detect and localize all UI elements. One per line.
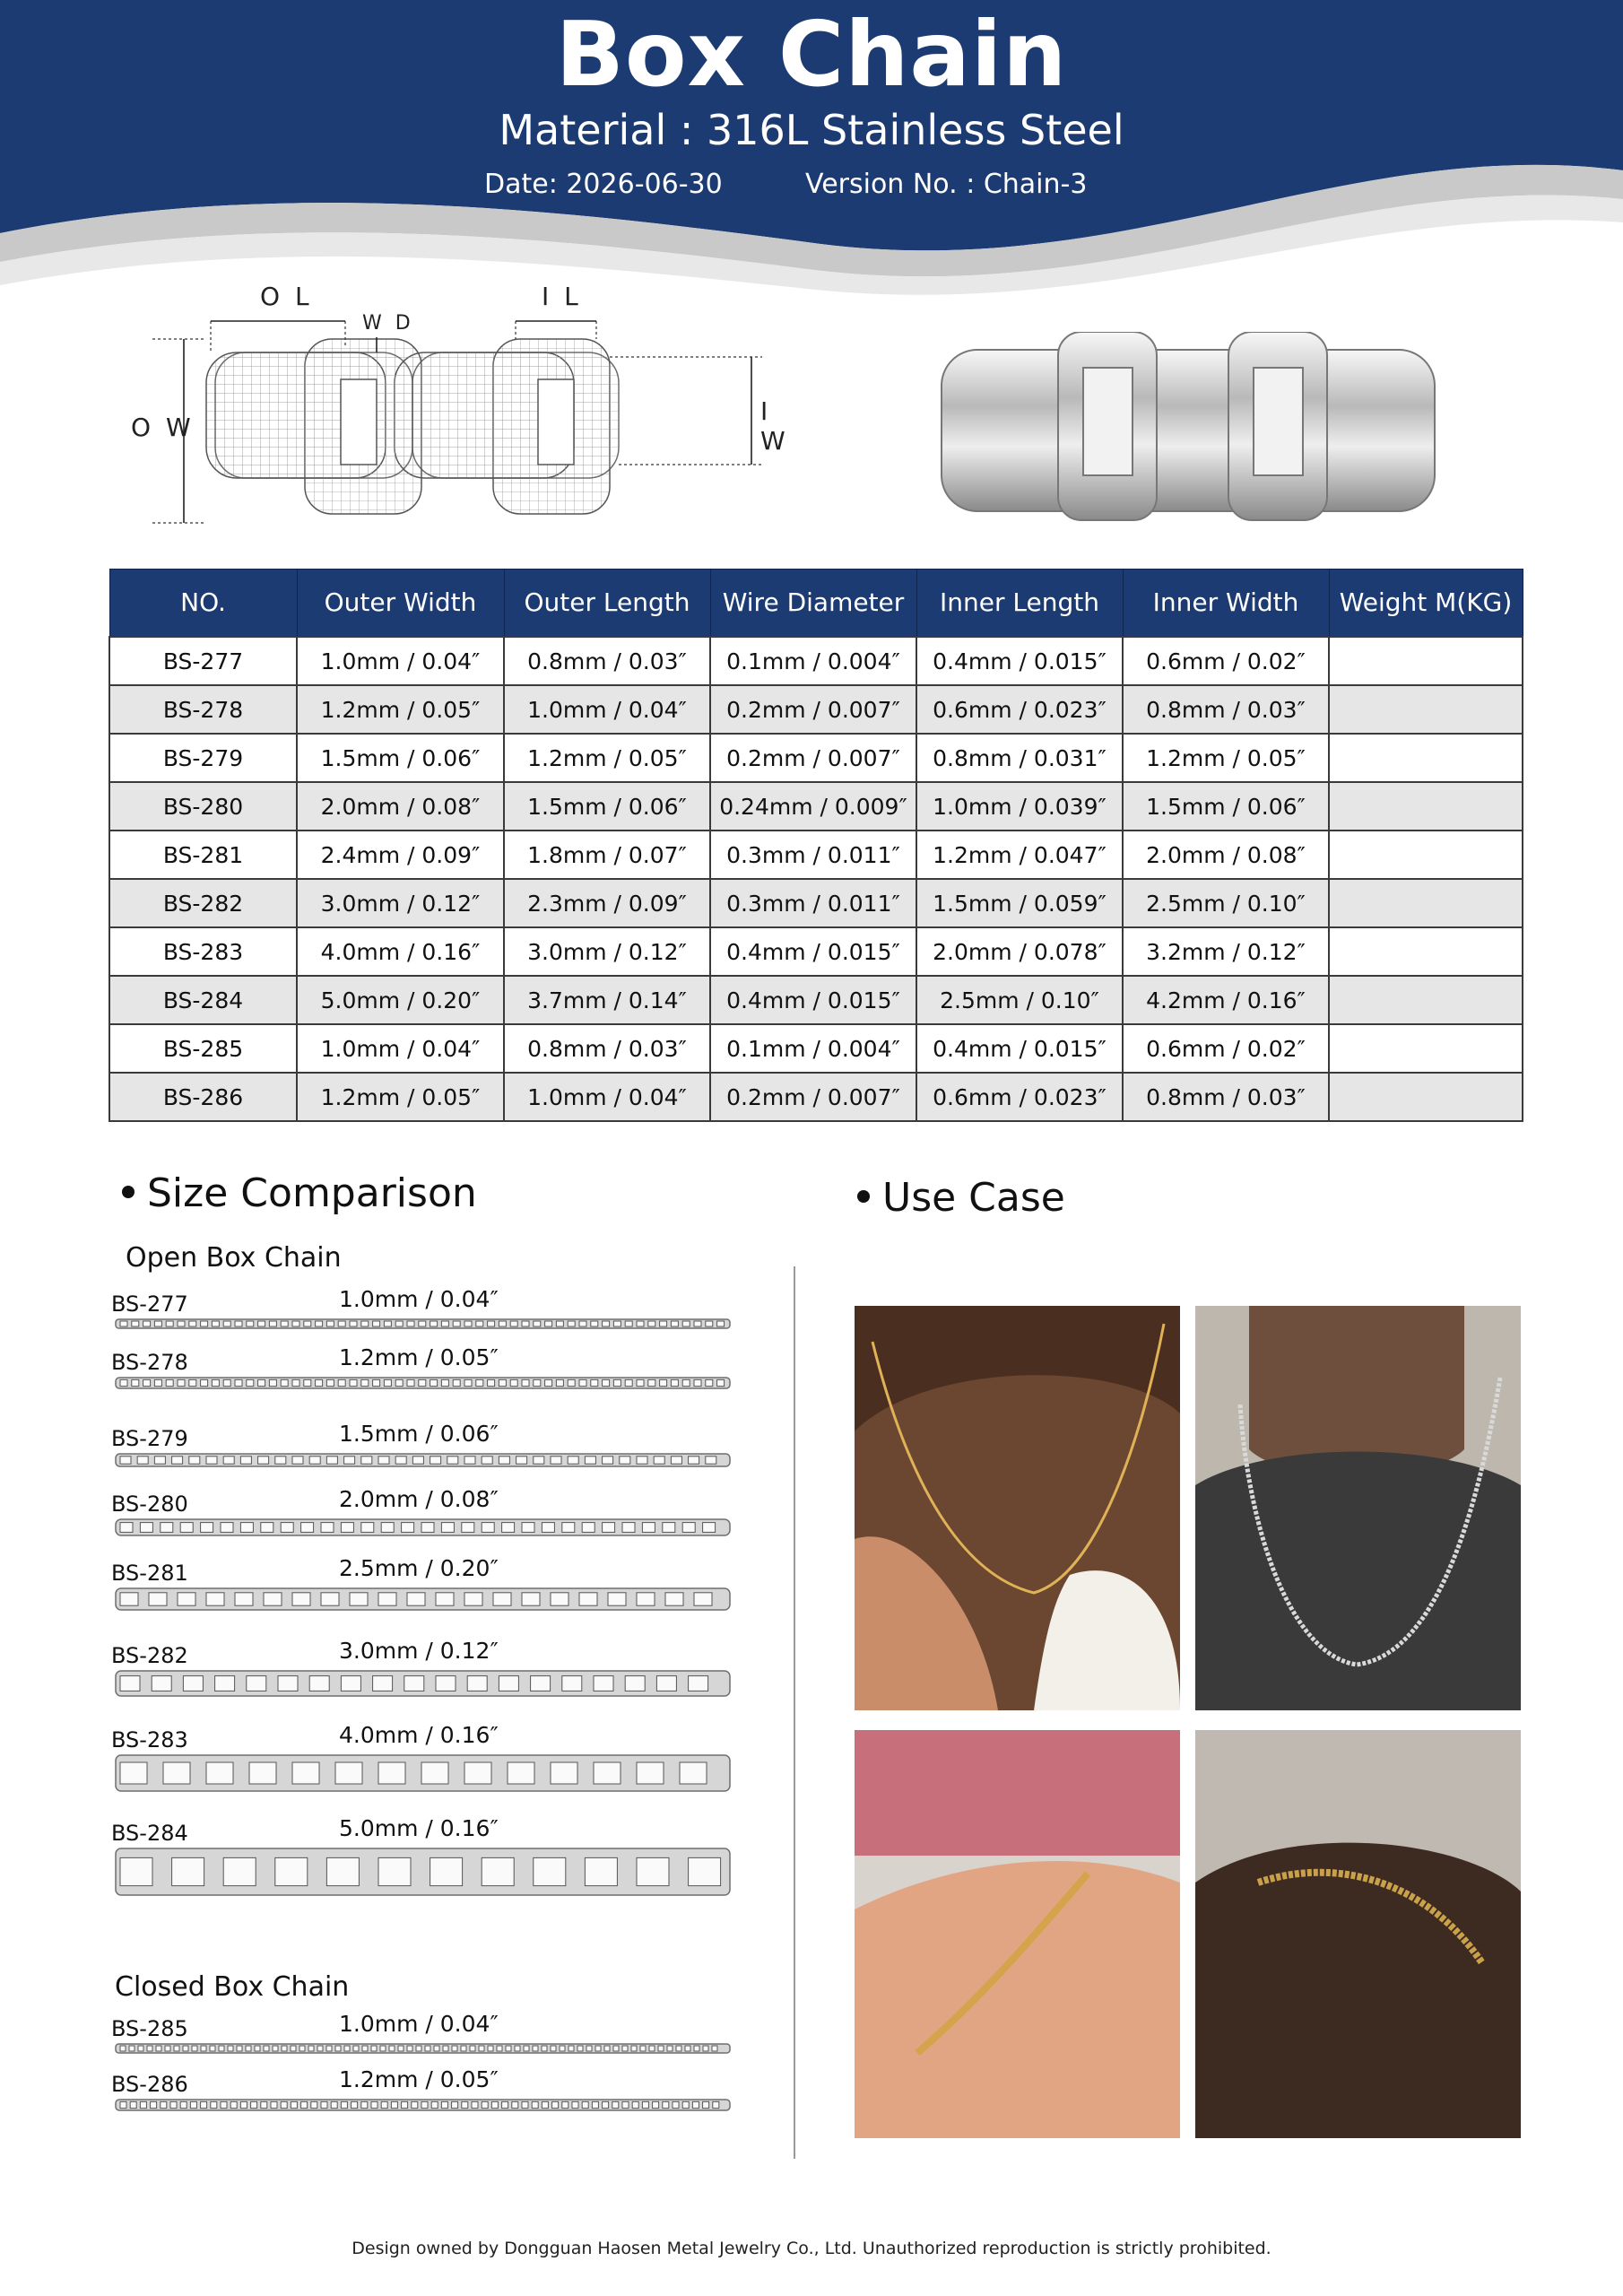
size-comparison-item <box>108 1486 753 1544</box>
table-cell: 1.2mm / 0.05″ <box>1123 734 1329 782</box>
table-cell-model: BS-284 <box>109 976 297 1024</box>
table-cell: 0.2mm / 0.007″ <box>710 1073 916 1121</box>
table-cell <box>1329 782 1523 831</box>
table-cell: 0.3mm / 0.011″ <box>710 831 916 879</box>
table-cell: 1.2mm / 0.05″ <box>297 1073 504 1121</box>
table-cell: 1.2mm / 0.05″ <box>504 734 710 782</box>
col-header-inner-length: Inner Length <box>916 570 1123 638</box>
table-cell: 2.0mm / 0.08″ <box>1123 831 1329 879</box>
chain-size: 1.0mm / 0.04″ <box>339 2011 499 2037</box>
table-cell: 0.4mm / 0.015″ <box>916 1024 1123 1073</box>
table-cell: 0.8mm / 0.03″ <box>504 1024 710 1073</box>
wireframe-chain-drawing <box>117 285 798 545</box>
table-cell-model: BS-285 <box>109 1024 297 1073</box>
gold-necklace-photo <box>855 1306 1180 1710</box>
chain-size: 3.0mm / 0.12″ <box>339 1638 499 1664</box>
chain-strip-image <box>115 1453 733 1469</box>
table-row <box>109 637 1523 685</box>
table-cell: 0.1mm / 0.004″ <box>710 1024 916 1073</box>
bullet-icon <box>122 1186 135 1198</box>
table-row <box>109 976 1523 1024</box>
gold-bracelet-photo <box>855 1730 1180 2138</box>
chain-code: BS-284 <box>111 1821 188 1846</box>
table-row <box>109 1024 1523 1073</box>
table-cell: 0.2mm / 0.007″ <box>710 734 916 782</box>
col-header-no: NO. <box>109 570 297 638</box>
table-cell: 0.2mm / 0.007″ <box>710 685 916 734</box>
chain-render-image <box>933 332 1453 529</box>
table-cell: 0.8mm / 0.03″ <box>504 637 710 685</box>
chain-code: BS-279 <box>111 1426 188 1451</box>
closed-box-chain-heading: Closed Box Chain <box>115 1971 350 2003</box>
dimension-diagram <box>117 282 798 545</box>
col-header-outer-length: Outer Length <box>504 570 710 638</box>
table-cell: 1.0mm / 0.04″ <box>504 685 710 734</box>
table-cell: 0.4mm / 0.015″ <box>916 637 1123 685</box>
use-case-heading <box>857 1175 1065 1221</box>
chain-code: BS-278 <box>111 1350 188 1375</box>
table-cell <box>1329 976 1523 1024</box>
col-header-outer-width: Outer Width <box>297 570 504 638</box>
table-cell <box>1329 831 1523 879</box>
table-row <box>109 927 1523 976</box>
size-comparison-item <box>108 1638 753 1704</box>
table-cell: 0.6mm / 0.023″ <box>916 685 1123 734</box>
size-comparison-item <box>108 2011 753 2061</box>
table-header-row <box>109 570 1523 638</box>
table-cell: 2.4mm / 0.09″ <box>297 831 504 879</box>
table-cell: 0.6mm / 0.023″ <box>916 1073 1123 1121</box>
table-cell: 5.0mm / 0.20″ <box>297 976 504 1024</box>
table-cell: 1.5mm / 0.06″ <box>297 734 504 782</box>
table-cell-model: BS-277 <box>109 637 297 685</box>
bullet-icon <box>857 1190 870 1203</box>
copyright-footer: Design owned by Dongguan Haosen Metal Jewelry Co., Ltd. Unauthorized reproduction is strictly prohibited. <box>352 2239 1271 2258</box>
table-cell: 3.0mm / 0.12″ <box>297 879 504 927</box>
version-label: Version No. : Chain-3 <box>805 169 1088 200</box>
spec-table-body <box>109 637 1523 1121</box>
chain-strip-image <box>115 1670 733 1699</box>
header-banner <box>0 0 1623 296</box>
chain-size: 2.5mm / 0.20″ <box>339 1555 499 1581</box>
table-cell: 2.5mm / 0.10″ <box>1123 879 1329 927</box>
table-cell-model: BS-282 <box>109 879 297 927</box>
size-comparison-item <box>108 2066 753 2118</box>
table-cell: 0.8mm / 0.03″ <box>1123 1073 1329 1121</box>
section-divider <box>794 1266 795 2159</box>
table-cell-model: BS-278 <box>109 685 297 734</box>
use-case-title: Use Case <box>882 1175 1065 1221</box>
table-cell: 1.0mm / 0.04″ <box>504 1073 710 1121</box>
open-box-chain-heading: Open Box Chain <box>126 1242 342 1274</box>
silver-necklace-photo <box>1195 1306 1521 1710</box>
table-cell: 1.5mm / 0.06″ <box>1123 782 1329 831</box>
table-row <box>109 879 1523 927</box>
dim-label-ow: O W <box>131 413 195 442</box>
chain-strip-image <box>115 1848 733 1898</box>
table-cell-model: BS-279 <box>109 734 297 782</box>
table-row <box>109 782 1523 831</box>
table-cell: 1.0mm / 0.04″ <box>297 1024 504 1073</box>
table-cell: 0.1mm / 0.004″ <box>710 637 916 685</box>
table-cell: 0.6mm / 0.02″ <box>1123 1024 1329 1073</box>
table-cell: 2.3mm / 0.09″ <box>504 879 710 927</box>
table-cell: 0.8mm / 0.031″ <box>916 734 1123 782</box>
size-comparison-item <box>108 1286 753 1336</box>
chain-code: BS-277 <box>111 1292 188 1317</box>
table-row <box>109 831 1523 879</box>
chain-size: 1.2mm / 0.05″ <box>339 2066 499 2092</box>
table-cell: 1.0mm / 0.039″ <box>916 782 1123 831</box>
col-header-weight: Weight M(KG) <box>1329 570 1523 638</box>
col-header-inner-width: Inner Width <box>1123 570 1329 638</box>
table-cell: 4.0mm / 0.16″ <box>297 927 504 976</box>
chain-code: BS-283 <box>111 1727 188 1752</box>
size-comparison-item <box>108 1722 753 1799</box>
chain-size: 5.0mm / 0.16″ <box>339 1815 499 1841</box>
chain-code: BS-281 <box>111 1561 188 1586</box>
table-cell: 3.7mm / 0.14″ <box>504 976 710 1024</box>
table-cell: 0.3mm / 0.011″ <box>710 879 916 927</box>
chain-size: 1.5mm / 0.06″ <box>339 1421 499 1447</box>
table-row <box>109 734 1523 782</box>
table-cell <box>1329 1024 1523 1073</box>
size-comparison-title: Size Comparison <box>147 1170 477 1216</box>
chain-size: 1.0mm / 0.04″ <box>339 1286 499 1312</box>
table-cell: 3.0mm / 0.12″ <box>504 927 710 976</box>
table-cell: 1.5mm / 0.06″ <box>504 782 710 831</box>
chain-size: 2.0mm / 0.08″ <box>339 1486 499 1512</box>
table-cell-model: BS-286 <box>109 1073 297 1121</box>
table-cell: 1.0mm / 0.04″ <box>297 637 504 685</box>
table-cell: 0.4mm / 0.015″ <box>710 976 916 1024</box>
chain-strip-image <box>115 1318 733 1331</box>
table-cell: 2.0mm / 0.078″ <box>916 927 1123 976</box>
chain-code: BS-282 <box>111 1643 188 1668</box>
table-cell: 3.2mm / 0.12″ <box>1123 927 1329 976</box>
size-comparison-heading <box>122 1170 477 1216</box>
dim-label-il: I L <box>542 282 582 311</box>
table-row <box>109 685 1523 734</box>
chain-strip-image <box>115 2099 733 2113</box>
chain-code: BS-285 <box>111 2016 188 2041</box>
page-title: Box Chain <box>555 2 1068 107</box>
gold-bracelet-wrist-photo <box>1195 1730 1521 2138</box>
table-cell: 1.2mm / 0.047″ <box>916 831 1123 879</box>
table-cell: 1.2mm / 0.05″ <box>297 685 504 734</box>
size-comparison-item <box>108 1421 753 1474</box>
col-header-wire-diameter: Wire Diameter <box>710 570 916 638</box>
table-cell: 4.2mm / 0.16″ <box>1123 976 1329 1024</box>
chain-strip-image <box>115 1377 733 1391</box>
table-row <box>109 1073 1523 1121</box>
table-cell <box>1329 685 1523 734</box>
chain-strip-image <box>115 2043 733 2056</box>
table-cell: 1.8mm / 0.07″ <box>504 831 710 879</box>
chain-strip-image <box>115 1587 733 1613</box>
chain-strip-image <box>115 1518 733 1538</box>
table-cell: 2.0mm / 0.08″ <box>297 782 504 831</box>
dim-label-wd: W D <box>362 312 414 335</box>
table-cell <box>1329 1073 1523 1121</box>
table-cell <box>1329 637 1523 685</box>
spec-table <box>108 569 1523 1122</box>
chain-size: 1.2mm / 0.05″ <box>339 1344 499 1370</box>
table-cell: 0.6mm / 0.02″ <box>1123 637 1329 685</box>
size-comparison-item <box>108 1815 753 1903</box>
dim-label-ol: O L <box>260 282 313 311</box>
material-subtitle: Material : 316L Stainless Steel <box>499 106 1124 154</box>
size-comparison-item <box>108 1555 753 1618</box>
table-cell: 0.8mm / 0.03″ <box>1123 685 1329 734</box>
table-cell <box>1329 927 1523 976</box>
table-cell-model: BS-281 <box>109 831 297 879</box>
table-cell: 2.5mm / 0.10″ <box>916 976 1123 1024</box>
dim-label-iw: I W <box>760 396 789 456</box>
table-cell-model: BS-280 <box>109 782 297 831</box>
table-cell <box>1329 879 1523 927</box>
table-cell: 0.24mm / 0.009″ <box>710 782 916 831</box>
table-cell-model: BS-283 <box>109 927 297 976</box>
table-cell <box>1329 734 1523 782</box>
chain-size: 4.0mm / 0.16″ <box>339 1722 499 1748</box>
table-cell: 0.4mm / 0.015″ <box>710 927 916 976</box>
table-cell: 1.5mm / 0.059″ <box>916 879 1123 927</box>
date-label: Date: 2026-06-30 <box>484 169 723 200</box>
chain-strip-image <box>115 1754 733 1794</box>
chain-code: BS-286 <box>111 2072 188 2097</box>
chain-code: BS-280 <box>111 1492 188 1517</box>
size-comparison-item <box>108 1344 753 1396</box>
